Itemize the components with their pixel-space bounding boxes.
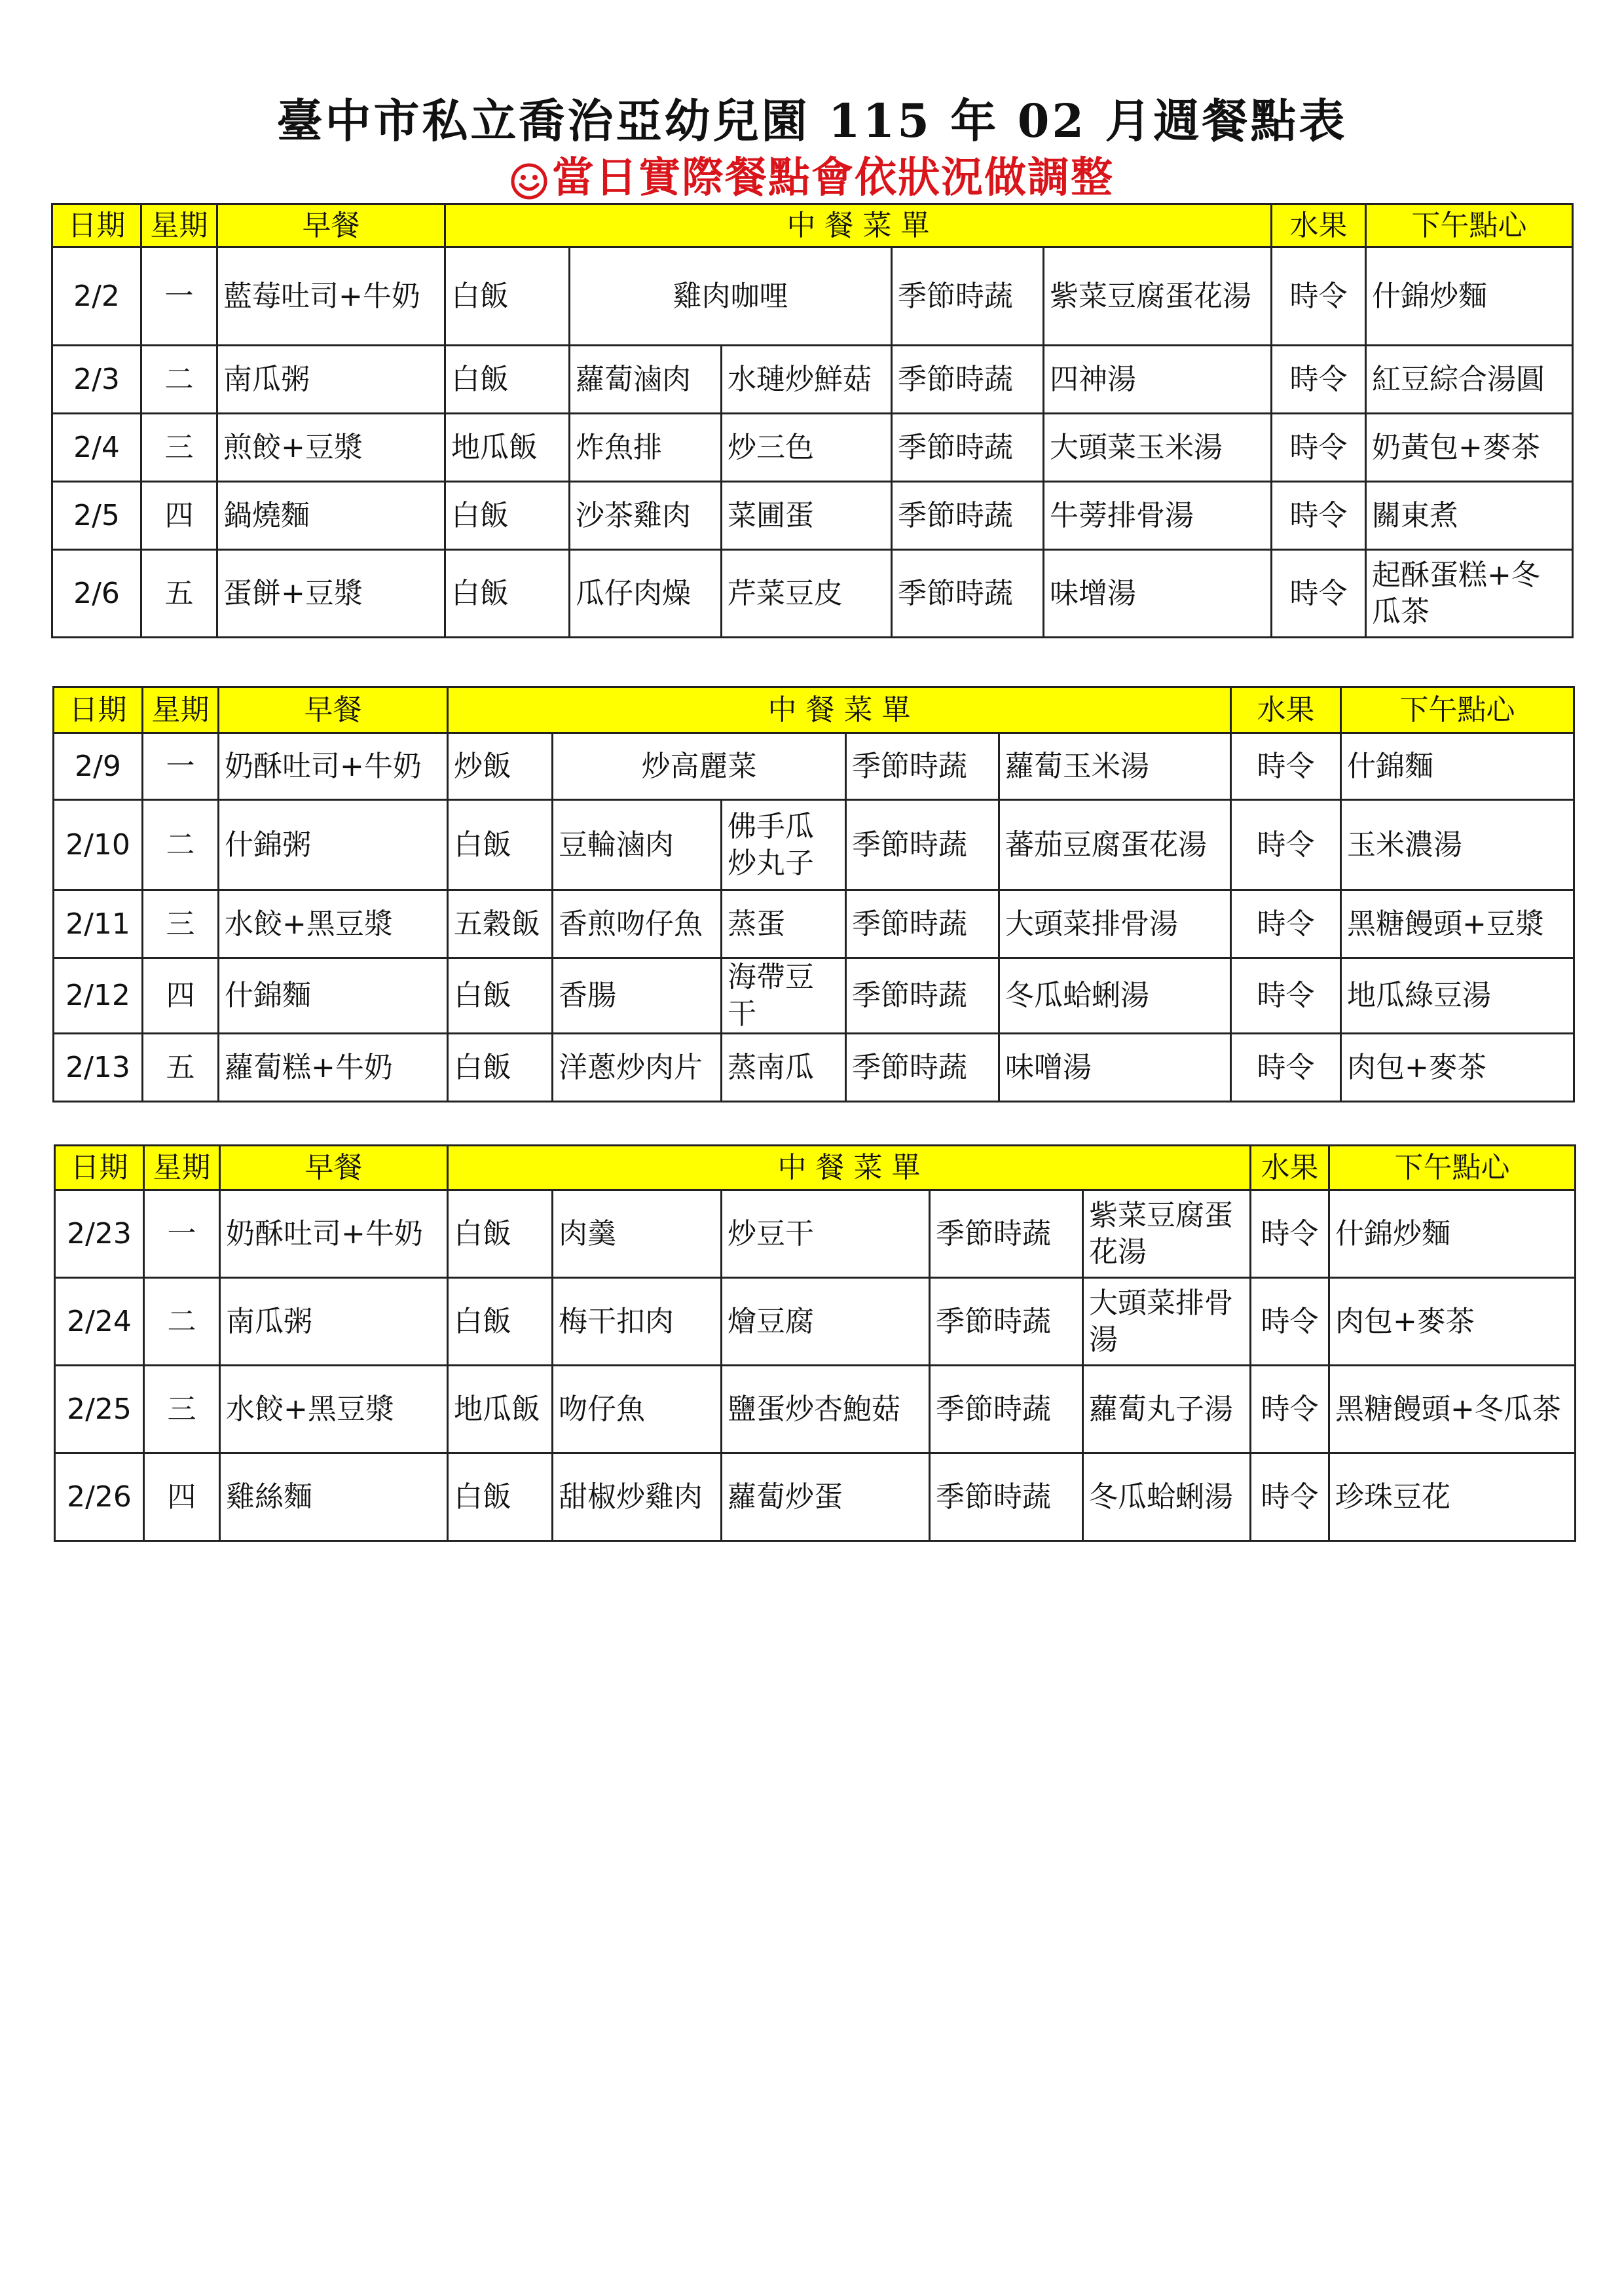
- table-header-row: [54, 687, 1574, 733]
- header-breakfast: 早餐: [220, 1146, 448, 1190]
- snack-cell: 什錦麵: [1341, 733, 1574, 800]
- date-cell: 2/13: [54, 1034, 143, 1102]
- staple-cell: 白飯: [445, 346, 570, 414]
- fruit-cell: 時令: [1272, 550, 1366, 638]
- weekday-cell: 五: [141, 550, 217, 638]
- fruit-cell: 時令: [1231, 1034, 1341, 1102]
- main-dish-cell: 肉羹: [553, 1190, 722, 1278]
- fruit-cell: 時令: [1272, 414, 1366, 482]
- date-cell: 2/9: [54, 733, 143, 800]
- main-dish-cell: 雞肉咖哩: [570, 247, 892, 346]
- main-dish-cell: 豆輪滷肉: [553, 800, 722, 890]
- side-dish-cell: 鹽蛋炒杏鮑菇: [722, 1366, 930, 1453]
- weekday-cell: 三: [144, 1366, 220, 1453]
- smiley-icon: [510, 162, 548, 200]
- snack-cell: 珍珠豆花: [1329, 1453, 1576, 1541]
- main-dish-cell: 炸魚排: [570, 414, 722, 482]
- table-row: [55, 1190, 1576, 1278]
- week-table-3: [54, 1144, 1576, 1542]
- vegetable-cell: 季節時蔬: [846, 800, 999, 890]
- table-row: [54, 800, 1574, 890]
- snack-cell: 肉包+麥茶: [1341, 1034, 1574, 1102]
- header-fruit: 水果: [1251, 1146, 1329, 1190]
- snack-cell: 地瓜綠豆湯: [1341, 958, 1574, 1034]
- header-lunch: 中 餐 菜 單: [448, 687, 1231, 733]
- date-cell: 2/2: [52, 247, 141, 346]
- side-dish-cell: 佛手瓜炒丸子: [722, 800, 846, 890]
- table-row: [55, 1453, 1576, 1541]
- main-dish-cell: 瓜仔肉燥: [570, 550, 722, 638]
- table-header-row: [55, 1146, 1576, 1190]
- weekday-cell: 二: [143, 800, 219, 890]
- date-cell: 2/5: [52, 482, 141, 550]
- weekday-cell: 一: [143, 733, 219, 800]
- soup-cell: 味增湯: [1044, 550, 1272, 638]
- main-dish-cell: 蘿蔔滷肉: [570, 346, 722, 414]
- breakfast-cell: 煎餃+豆漿: [217, 414, 445, 482]
- header-snack: 下午點心: [1366, 204, 1573, 247]
- main-dish-cell: 沙茶雞肉: [570, 482, 722, 550]
- side-dish-cell: 水璉炒鮮菇: [722, 346, 892, 414]
- breakfast-cell: 鍋燒麵: [217, 482, 445, 550]
- header-date: 日期: [52, 204, 141, 247]
- vegetable-cell: 季節時蔬: [892, 346, 1044, 414]
- soup-cell: 紫菜豆腐蛋花湯: [1083, 1190, 1251, 1278]
- side-dish-cell: 炒豆干: [722, 1190, 930, 1278]
- weekday-cell: 四: [141, 482, 217, 550]
- weekday-cell: 三: [143, 890, 219, 958]
- vegetable-cell: 季節時蔬: [846, 733, 999, 800]
- staple-cell: 白飯: [448, 1034, 553, 1102]
- table-row: [52, 482, 1573, 550]
- weekday-cell: 四: [143, 958, 219, 1034]
- soup-cell: 冬瓜蛤蜊湯: [1083, 1453, 1251, 1541]
- weekday-cell: 二: [144, 1278, 220, 1366]
- date-cell: 2/24: [55, 1278, 144, 1366]
- soup-cell: 紫菜豆腐蛋花湯: [1044, 247, 1272, 346]
- vegetable-cell: 季節時蔬: [930, 1278, 1083, 1366]
- breakfast-cell: 蛋餅+豆漿: [217, 550, 445, 638]
- header-breakfast: 早餐: [219, 687, 448, 733]
- header-weekday: 星期: [143, 687, 219, 733]
- fruit-cell: 時令: [1251, 1366, 1329, 1453]
- soup-cell: 蕃茄豆腐蛋花湯: [999, 800, 1231, 890]
- soup-cell: 四神湯: [1044, 346, 1272, 414]
- table-row: [54, 958, 1574, 1034]
- soup-cell: 味噌湯: [999, 1034, 1231, 1102]
- page-title: 臺中市私立喬治亞幼兒園 115 年 02 月週餐點表: [276, 94, 1348, 148]
- main-dish-cell: 炒高麗菜: [553, 733, 846, 800]
- staple-cell: 地瓜飯: [448, 1366, 553, 1453]
- vegetable-cell: 季節時蔬: [892, 482, 1044, 550]
- page-subtitle: [0, 152, 1624, 204]
- fruit-cell: 時令: [1272, 346, 1366, 414]
- soup-cell: 牛蒡排骨湯: [1044, 482, 1272, 550]
- snack-cell: 關東煮: [1366, 482, 1573, 550]
- staple-cell: 地瓜飯: [445, 414, 570, 482]
- weekday-cell: 一: [141, 247, 217, 346]
- table-row: [52, 346, 1573, 414]
- side-dish-cell: 菜圃蛋: [722, 482, 892, 550]
- breakfast-cell: 雞絲麵: [220, 1453, 448, 1541]
- weekday-cell: 三: [141, 414, 217, 482]
- main-dish-cell: 吻仔魚: [553, 1366, 722, 1453]
- header-fruit: 水果: [1231, 687, 1341, 733]
- side-dish-cell: 燴豆腐: [722, 1278, 930, 1366]
- side-dish-cell: 海帶豆干: [722, 958, 846, 1034]
- staple-cell: 白飯: [445, 247, 570, 346]
- week-table-1: [51, 203, 1574, 638]
- weekday-cell: 五: [143, 1034, 219, 1102]
- vegetable-cell: 季節時蔬: [892, 550, 1044, 638]
- header-snack: 下午點心: [1329, 1146, 1576, 1190]
- date-cell: 2/26: [55, 1453, 144, 1541]
- main-dish-cell: 梅干扣肉: [553, 1278, 722, 1366]
- breakfast-cell: 什錦粥: [219, 800, 448, 890]
- snack-cell: 什錦炒麵: [1366, 247, 1573, 346]
- table-row: [55, 1278, 1576, 1366]
- breakfast-cell: 蘿蔔糕+牛奶: [219, 1034, 448, 1102]
- staple-cell: 炒飯: [448, 733, 553, 800]
- snack-cell: 奶黃包+麥茶: [1366, 414, 1573, 482]
- fruit-cell: 時令: [1231, 958, 1341, 1034]
- vegetable-cell: 季節時蔬: [846, 890, 999, 958]
- snack-cell: 起酥蛋糕+冬瓜茶: [1366, 550, 1573, 638]
- table-row: [55, 1366, 1576, 1453]
- snack-cell: 黑糖饅頭+冬瓜茶: [1329, 1366, 1576, 1453]
- soup-cell: 蘿蔔玉米湯: [999, 733, 1231, 800]
- staple-cell: 白飯: [448, 800, 553, 890]
- header-fruit: 水果: [1272, 204, 1366, 247]
- fruit-cell: 時令: [1231, 733, 1341, 800]
- breakfast-cell: 什錦麵: [219, 958, 448, 1034]
- breakfast-cell: 南瓜粥: [220, 1278, 448, 1366]
- header-snack: 下午點心: [1341, 687, 1574, 733]
- table-row: [54, 1034, 1574, 1102]
- soup-cell: 大頭菜排骨湯: [999, 890, 1231, 958]
- soup-cell: 大頭菜排骨湯: [1083, 1278, 1251, 1366]
- date-cell: 2/25: [55, 1366, 144, 1453]
- vegetable-cell: 季節時蔬: [846, 1034, 999, 1102]
- vegetable-cell: 季節時蔬: [930, 1453, 1083, 1541]
- fruit-cell: 時令: [1272, 482, 1366, 550]
- snack-cell: 玉米濃湯: [1341, 800, 1574, 890]
- side-dish-cell: 蘿蔔炒蛋: [722, 1453, 930, 1541]
- breakfast-cell: 奶酥吐司+牛奶: [220, 1190, 448, 1278]
- date-cell: 2/12: [54, 958, 143, 1034]
- fruit-cell: 時令: [1272, 247, 1366, 346]
- snack-cell: 什錦炒麵: [1329, 1190, 1576, 1278]
- vegetable-cell: 季節時蔬: [930, 1190, 1083, 1278]
- date-cell: 2/3: [52, 346, 141, 414]
- week-table-2: [52, 686, 1575, 1102]
- table-row: [52, 414, 1573, 482]
- side-dish-cell: 蒸蛋: [722, 890, 846, 958]
- header-date: 日期: [54, 687, 143, 733]
- staple-cell: 白飯: [448, 1278, 553, 1366]
- soup-cell: 冬瓜蛤蜊湯: [999, 958, 1231, 1034]
- table-header-row: [52, 204, 1573, 247]
- snack-cell: 黑糖饅頭+豆漿: [1341, 890, 1574, 958]
- breakfast-cell: 水餃+黑豆漿: [220, 1366, 448, 1453]
- header-date: 日期: [55, 1146, 144, 1190]
- breakfast-cell: 藍莓吐司+牛奶: [217, 247, 445, 346]
- header-weekday: 星期: [144, 1146, 220, 1190]
- breakfast-cell: 水餃+黑豆漿: [219, 890, 448, 958]
- fruit-cell: 時令: [1251, 1453, 1329, 1541]
- side-dish-cell: 蒸南瓜: [722, 1034, 846, 1102]
- staple-cell: 白飯: [445, 482, 570, 550]
- table-row: [54, 890, 1574, 958]
- vegetable-cell: 季節時蔬: [930, 1366, 1083, 1453]
- main-dish-cell: 甜椒炒雞肉: [553, 1453, 722, 1541]
- main-dish-cell: 香腸: [553, 958, 722, 1034]
- date-cell: 2/10: [54, 800, 143, 890]
- vegetable-cell: 季節時蔬: [892, 247, 1044, 346]
- date-cell: 2/11: [54, 890, 143, 958]
- fruit-cell: 時令: [1231, 890, 1341, 958]
- header-lunch: 中 餐 菜 單: [448, 1146, 1251, 1190]
- staple-cell: 白飯: [448, 1190, 553, 1278]
- soup-cell: 蘿蔔丸子湯: [1083, 1366, 1251, 1453]
- breakfast-cell: 奶酥吐司+牛奶: [219, 733, 448, 800]
- staple-cell: 白飯: [445, 550, 570, 638]
- table-row: [52, 550, 1573, 638]
- side-dish-cell: 芹菜豆皮: [722, 550, 892, 638]
- date-cell: 2/4: [52, 414, 141, 482]
- date-cell: 2/6: [52, 550, 141, 638]
- side-dish-cell: 炒三色: [722, 414, 892, 482]
- snack-cell: 肉包+麥茶: [1329, 1278, 1576, 1366]
- soup-cell: 大頭菜玉米湯: [1044, 414, 1272, 482]
- fruit-cell: 時令: [1251, 1190, 1329, 1278]
- staple-cell: 五穀飯: [448, 890, 553, 958]
- table-row: [54, 733, 1574, 800]
- weekday-cell: 一: [144, 1190, 220, 1278]
- weekday-cell: 二: [141, 346, 217, 414]
- vegetable-cell: 季節時蔬: [846, 958, 999, 1034]
- header-weekday: 星期: [141, 204, 217, 247]
- weekday-cell: 四: [144, 1453, 220, 1541]
- subtitle-text: 當日實際餐點會依狀況做調整: [552, 153, 1114, 202]
- fruit-cell: 時令: [1231, 800, 1341, 890]
- table-row: [52, 247, 1573, 346]
- snack-cell: 紅豆綜合湯圓: [1366, 346, 1573, 414]
- date-cell: 2/23: [55, 1190, 144, 1278]
- header-lunch: 中 餐 菜 單: [445, 204, 1272, 247]
- main-dish-cell: 香煎吻仔魚: [553, 890, 722, 958]
- staple-cell: 白飯: [448, 1453, 553, 1541]
- vegetable-cell: 季節時蔬: [892, 414, 1044, 482]
- staple-cell: 白飯: [448, 958, 553, 1034]
- fruit-cell: 時令: [1251, 1278, 1329, 1366]
- main-dish-cell: 洋蔥炒肉片: [553, 1034, 722, 1102]
- breakfast-cell: 南瓜粥: [217, 346, 445, 414]
- header-breakfast: 早餐: [217, 204, 445, 247]
